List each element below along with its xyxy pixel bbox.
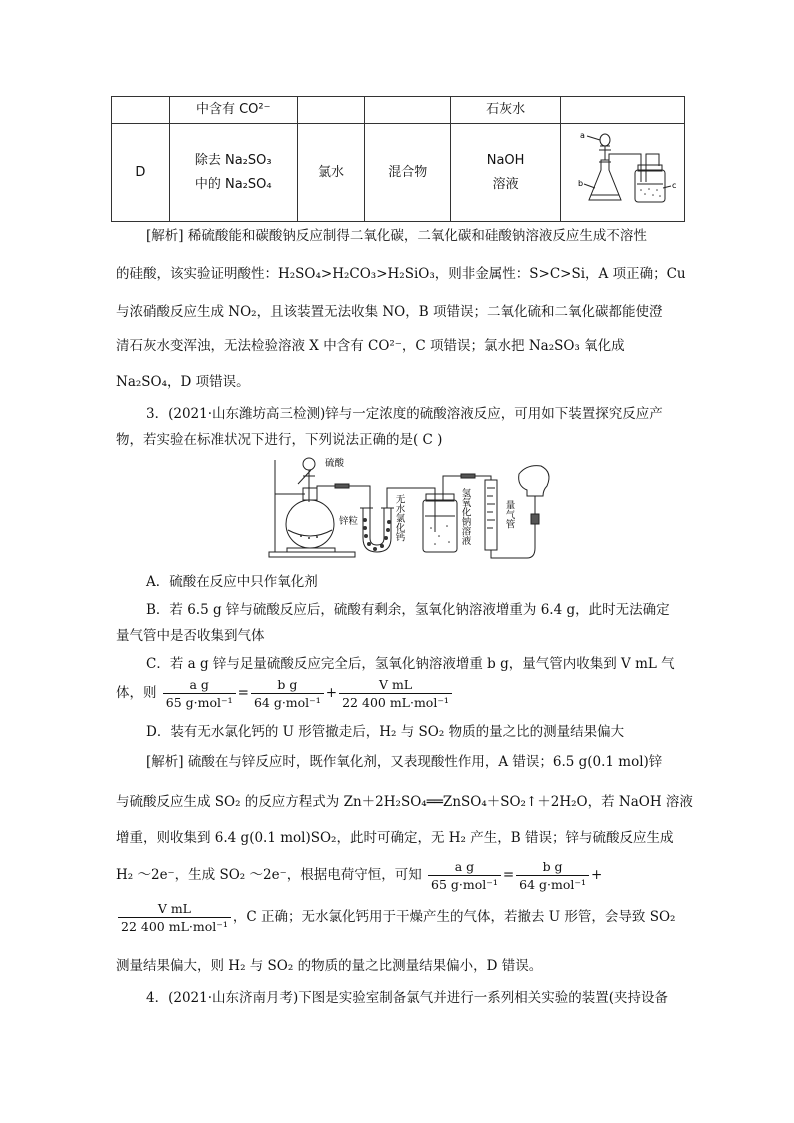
table-cell bbox=[560, 97, 684, 124]
table-cell: 混合物 bbox=[365, 124, 451, 222]
option-d: D．装有无水氯化钙的 U 形管撤走后，H₂ 与 SO₂ 物质的量之比的测量结果偏大 bbox=[146, 724, 625, 740]
cell-line: 中的 Na₂SO₄ bbox=[194, 176, 272, 192]
question-stem: 3．(2021·山东潍坊高三检测)锌与一定浓度的硫酸溶液反应，可用如下装置探究反应产 bbox=[146, 406, 663, 422]
option-a: A．硫酸在反应中只作氧化剂 bbox=[146, 574, 318, 590]
table-cell: 氯水 bbox=[297, 124, 365, 222]
table-cell-option: D bbox=[112, 124, 170, 222]
cell-line: 溶液 bbox=[492, 176, 519, 192]
table-cell: 石灰水 bbox=[451, 97, 561, 124]
table-cell bbox=[451, 124, 561, 222]
fraction: $\frac{\text{a g}}{\text{65 g·mol⁻¹}}$ bbox=[163, 676, 236, 711]
option-c-formula: 体，则 $\frac{\text{a g}}{\text{65 g·mol⁻¹}}$ = $\frac{\text{b g}}{\text{64 g·mol⁻¹}}$ + $\frac{\text{V mL}}{\text{22 400 mL·mol⁻¹}}$ bbox=[116, 676, 454, 711]
fraction: $\frac{\text{a g}}{\text{65 g·mol⁻¹}}$ bbox=[428, 858, 501, 893]
gas-wash-apparatus-figure bbox=[563, 124, 681, 212]
fraction: $\frac{\text{b g}}{\text{64 g·mol⁻¹}}$ bbox=[251, 676, 324, 711]
question-stem: 4．(2021·山东济南月考)下图是实验室制备氯气并进行一系列相关实验的装置(夹持设备 bbox=[146, 990, 669, 1006]
figure-label-a: a bbox=[580, 131, 586, 140]
option-c: C．若 a g 锌与足量硫酸反应完全后，氢氧化钠溶液增重 b g，量气管内收集到 V mL 气 bbox=[146, 656, 675, 672]
question-stem: 物，若实验在标准状况下进行，下列说法正确的是( C ) bbox=[116, 432, 443, 448]
analysis-line: 测量结果偏大，则 H₂ 与 SO₂ 的物质的量之比测量结果偏小，D 错误。 bbox=[116, 958, 543, 974]
option-b: B．若 6.5 g 锌与硫酸反应后，硫酸有剩余，氢氧化钠溶液增重为 6.4 g，此时无法确定 bbox=[146, 602, 670, 618]
table-cell bbox=[297, 97, 365, 124]
analysis-line: 与硫酸反应生成 SO₂ 的反应方程式为 Zn＋2H₂SO₄══ZnSO₄＋SO₂↑＋2H₂O，若 NaOH 溶液 bbox=[116, 794, 693, 810]
table-cell-apparatus bbox=[560, 124, 684, 222]
analysis-line: Na₂SO₄，D 项错误。 bbox=[116, 374, 250, 390]
table-cell bbox=[169, 124, 297, 222]
figure-label-naoh: 氢氧化钠溶液 bbox=[459, 488, 471, 545]
analysis-line-formula: H₂ ～2e⁻，生成 SO₂ ～2e⁻，根据电荷守恒，可知 $\frac{\text{a g}}{\text{65 g·mol⁻¹}}$ = $\frac{\text{b g}}{\text{64 g·mol⁻¹}}$ + bbox=[116, 859, 603, 892]
fraction: $\frac{\text{b g}}{\text{64 g·mol⁻¹}}$ bbox=[516, 858, 589, 893]
option-b-cont: 量气管中是否收集到气体 bbox=[116, 628, 265, 644]
table-cell: 中含有 CO²⁻ bbox=[169, 97, 297, 124]
cell-line: 除去 Na₂SO₃ bbox=[194, 152, 272, 168]
zinc-acid-apparatus-figure bbox=[265, 452, 565, 564]
fraction: $\frac{\text{V mL}}{\text{22 400 mL·mol⁻¹}}$ bbox=[118, 900, 231, 935]
table-cell bbox=[365, 97, 451, 124]
analysis-line-formula: $\frac{\text{V mL}}{\text{22 400 mL·mol⁻¹}}$ ，C 正确；无水氯化钙用于干燥产生的气体，若撤去 U 形管，会导致 SO₂ bbox=[116, 900, 675, 935]
analysis-line: 与浓硝酸反应生成 NO₂，且该装置无法收集 NO，B 项错误；二氧化硫和二氧化碳都能使澄 bbox=[116, 304, 663, 320]
figure-label-zinc: 锌粒 bbox=[339, 516, 359, 527]
fraction: $\frac{\text{V mL}}{\text{22 400 mL·mol⁻¹}}$ bbox=[339, 676, 452, 711]
figure-label-gas-tube: 量气管 bbox=[503, 500, 515, 529]
figure-label-cacl2: 无水氯化钙 bbox=[393, 494, 405, 542]
table-row bbox=[112, 124, 685, 222]
table-cell bbox=[112, 97, 170, 124]
figure-label-c: c bbox=[672, 181, 677, 190]
analysis-line: 的硅酸，该实验证明酸性：H₂SO₄>H₂CO₃>H₂SiO₃，则非金属性：S>C>Si，A 项正确；Cu bbox=[116, 266, 686, 282]
figure-label-acid: 硫酸 bbox=[325, 458, 345, 469]
table-row bbox=[112, 97, 685, 124]
cell-line: NaOH bbox=[486, 152, 525, 168]
options-table bbox=[111, 96, 685, 222]
analysis-line: [解析] 稀硫酸能和碳酸钠反应制得二氧化碳，二氧化碳和硅酸钠溶液反应生成不溶性 bbox=[146, 228, 647, 244]
analysis-line: [解析] 硫酸在与锌反应时，既作氧化剂，又表现酸性作用，A 错误；6.5 g(0.1 mol)锌 bbox=[146, 754, 663, 770]
analysis-line: 增重，则收集到 6.4 g(0.1 mol)SO₂，此时可确定，无 H₂ 产生，B 错误；锌与硫酸反应生成 bbox=[116, 830, 674, 846]
analysis-line: 清石灰水变浑浊，无法检验溶液 X 中含有 CO²⁻，C 项错误；氯水把 Na₂SO₃ 氧化成 bbox=[116, 338, 625, 354]
figure-label-b: b bbox=[578, 179, 584, 188]
